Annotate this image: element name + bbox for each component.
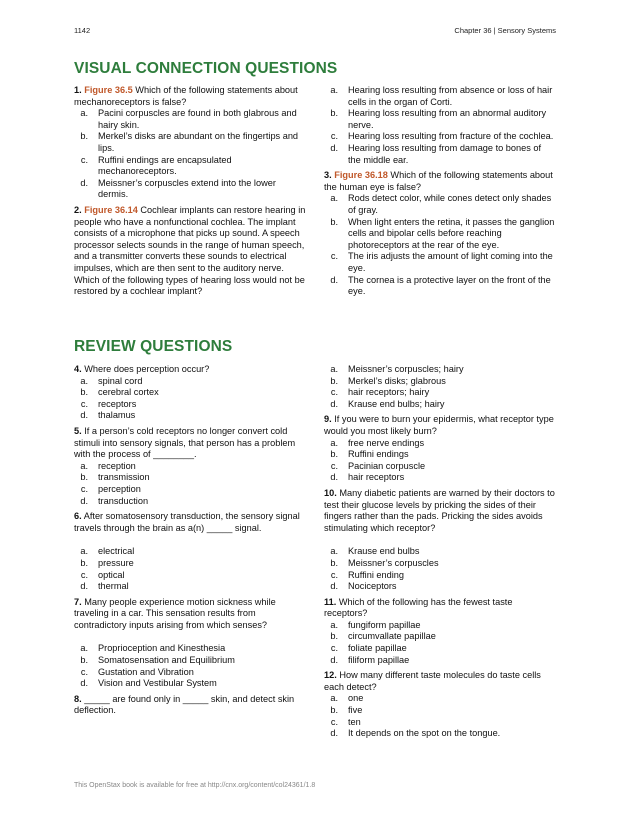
option-text: When light enters the retina, it passes the ganglion cells and bipolar cells before reaching photoreceptors at the rear of the eye. bbox=[348, 216, 555, 250]
answer-gap bbox=[74, 534, 306, 546]
option-text: Meissner’s corpuscles; hairy bbox=[348, 364, 464, 374]
answer-option bbox=[324, 131, 556, 143]
answer-option bbox=[324, 655, 556, 667]
question-number: 10. bbox=[324, 487, 337, 498]
question-text: Where does perception occur? bbox=[81, 364, 210, 374]
option-text: Vision and Vestibular System bbox=[98, 678, 217, 689]
option-letter: c. bbox=[80, 569, 88, 580]
option-list bbox=[324, 693, 556, 739]
option-letter: c. bbox=[80, 666, 88, 677]
option-list bbox=[324, 85, 556, 166]
question-text: _____ are found only in _____ skin, and detect skin deflection. bbox=[74, 693, 295, 716]
option-text: Krause end bulbs; hairy bbox=[348, 398, 445, 409]
option-letter: d. bbox=[330, 472, 338, 483]
option-letter: d. bbox=[80, 177, 88, 188]
question-text: Which of the following has the fewest taste receptors? bbox=[324, 596, 513, 619]
question-7 bbox=[74, 597, 306, 690]
answer-option bbox=[324, 570, 556, 582]
option-text: Ruffini endings bbox=[348, 449, 409, 460]
answer-option bbox=[324, 275, 556, 298]
answer-option bbox=[74, 376, 306, 388]
answer-option bbox=[324, 728, 556, 740]
option-letter: a. bbox=[330, 364, 338, 374]
option-text: Meissner’s corpuscles bbox=[348, 557, 439, 568]
option-letter: a. bbox=[80, 460, 88, 471]
answer-option bbox=[324, 364, 556, 376]
option-text: electrical bbox=[98, 546, 135, 557]
option-letter: c. bbox=[330, 387, 338, 398]
question-number: 5. bbox=[74, 425, 82, 436]
question-stem bbox=[74, 85, 306, 108]
option-letter: a. bbox=[330, 546, 338, 557]
option-letter: b. bbox=[80, 131, 88, 142]
option-letter: d. bbox=[330, 728, 338, 739]
option-text: The iris adjusts the amount of light coming into the eye. bbox=[348, 251, 553, 273]
option-text: Meissner’s corpuscles extend into the lower dermis. bbox=[98, 177, 276, 200]
option-letter: b. bbox=[80, 387, 88, 398]
answer-option bbox=[324, 217, 556, 252]
option-text: Ruffini endings are encapsulated mechanoreceptors. bbox=[98, 154, 232, 177]
question-number: 9. bbox=[324, 414, 332, 425]
option-text: ten bbox=[348, 716, 361, 727]
review-right-column bbox=[324, 364, 556, 744]
visual-connection-heading: VISUAL CONNECTION QUESTIONS bbox=[74, 60, 338, 77]
answer-option bbox=[74, 131, 306, 154]
question-6 bbox=[74, 511, 306, 593]
question-stem bbox=[74, 205, 306, 298]
question-9 bbox=[324, 414, 556, 484]
question-stem bbox=[74, 426, 306, 461]
option-text: Merkel’s disks; glabrous bbox=[348, 375, 446, 386]
option-text: reception bbox=[98, 460, 136, 471]
option-letter: d. bbox=[80, 495, 88, 506]
option-text: filiform papillae bbox=[348, 654, 410, 665]
answer-option bbox=[74, 461, 306, 473]
question-number: 3. bbox=[324, 170, 332, 181]
answer-option bbox=[74, 387, 306, 399]
question-number: 4. bbox=[74, 364, 82, 374]
option-letter: a. bbox=[330, 619, 338, 630]
answer-option bbox=[324, 193, 556, 216]
question-1 bbox=[74, 85, 306, 201]
question-number: 2. bbox=[74, 204, 82, 215]
option-letter: a. bbox=[80, 108, 88, 119]
option-letter: b. bbox=[330, 631, 338, 642]
option-letter: d. bbox=[330, 142, 338, 153]
option-text: Proprioception and Kinesthesia bbox=[98, 643, 226, 654]
option-text: thermal bbox=[98, 581, 129, 592]
option-letter: c. bbox=[330, 460, 338, 471]
option-letter: a. bbox=[80, 375, 88, 386]
answer-option bbox=[74, 108, 306, 131]
option-letter: b. bbox=[330, 108, 338, 119]
answer-option bbox=[324, 376, 556, 388]
visual-right-column bbox=[324, 85, 556, 302]
page-number: 1142 bbox=[74, 26, 91, 35]
question-text: After somatosensory transduction, the sensory signal travels through the brain as a(n) _____ signal. bbox=[74, 511, 300, 533]
option-text: Pacini corpuscles are found in both glabrous and hairy skin. bbox=[98, 108, 297, 130]
option-text: cerebral cortex bbox=[98, 387, 159, 398]
option-letter: a. bbox=[330, 437, 338, 448]
option-letter: c. bbox=[330, 251, 338, 262]
question-stem bbox=[324, 488, 556, 534]
option-letter: a. bbox=[80, 546, 88, 557]
option-letter: c. bbox=[330, 569, 338, 580]
option-text: circumvallate papillae bbox=[348, 631, 436, 642]
answer-option bbox=[324, 546, 556, 558]
option-list bbox=[324, 364, 556, 410]
option-text: Hearing loss resulting from an abnormal auditory nerve. bbox=[348, 108, 547, 130]
question-stem bbox=[324, 597, 556, 620]
answer-option bbox=[74, 472, 306, 484]
answer-option bbox=[324, 251, 556, 274]
option-letter: d. bbox=[330, 581, 338, 592]
option-text: Ruffini ending bbox=[348, 569, 405, 580]
question-number: 12. bbox=[324, 670, 337, 681]
chapter-header: Chapter 36 | Sensory Systems bbox=[454, 26, 556, 35]
question-text: Many people experience motion sickness while traveling in a car. This sensation results from contradictory inputs arising from which senses? bbox=[74, 596, 276, 630]
figure-link[interactable]: Figure 36.18 bbox=[334, 170, 388, 181]
option-letter: b. bbox=[80, 655, 88, 666]
question-text: Many diabetic patients are warned by their doctors to test their glucose levels by pricking the sides of their fingers rather than the pads. Pricking the sides avoids stimulating which receptor? bbox=[324, 487, 555, 533]
answer-option bbox=[74, 155, 306, 178]
option-letter: c. bbox=[80, 483, 88, 494]
option-letter: a. bbox=[80, 643, 88, 654]
option-letter: d. bbox=[80, 410, 88, 421]
answer-option bbox=[324, 472, 556, 484]
option-text: Gustation and Vibration bbox=[98, 666, 194, 677]
answer-option bbox=[324, 449, 556, 461]
question-number: 1. bbox=[74, 85, 82, 95]
question-stem bbox=[324, 414, 556, 437]
option-list bbox=[324, 438, 556, 484]
question-stem bbox=[324, 170, 556, 193]
answer-option bbox=[324, 717, 556, 729]
option-text: Nociceptors bbox=[348, 581, 397, 592]
option-text: five bbox=[348, 705, 363, 716]
option-letter: d. bbox=[80, 678, 88, 689]
option-letter: b. bbox=[80, 472, 88, 483]
answer-gap bbox=[74, 631, 306, 643]
option-text: thalamus bbox=[98, 410, 136, 421]
answer-option bbox=[324, 558, 556, 570]
question-text: How many different taste molecules do taste cells each detect? bbox=[324, 670, 541, 692]
question-number: 8. bbox=[74, 693, 82, 704]
question-number: 11. bbox=[324, 596, 337, 607]
option-text: pressure bbox=[98, 557, 134, 568]
option-text: Hearing loss resulting from damage to bones of the middle ear. bbox=[348, 142, 542, 165]
option-text: one bbox=[348, 693, 364, 704]
answer-option bbox=[74, 496, 306, 508]
option-list bbox=[324, 620, 556, 666]
option-letter: b. bbox=[330, 705, 338, 716]
question-2 bbox=[74, 205, 306, 298]
option-text: hair receptors bbox=[348, 472, 405, 483]
question-number: 6. bbox=[74, 511, 82, 522]
option-text: Merkel’s disks are abundant on the fingertips and lips. bbox=[98, 131, 299, 153]
answer-option bbox=[324, 108, 556, 131]
question-5 bbox=[74, 426, 306, 507]
option-letter: b. bbox=[80, 557, 88, 568]
question-text: Which of the following statements about the human eye is false? bbox=[324, 170, 553, 192]
question-2-options bbox=[324, 85, 556, 166]
option-list bbox=[74, 643, 306, 689]
question-3 bbox=[324, 170, 556, 298]
question-number: 7. bbox=[74, 596, 82, 607]
answer-gap bbox=[324, 534, 556, 546]
option-letter: d. bbox=[330, 274, 338, 285]
option-letter: a. bbox=[330, 193, 338, 204]
answer-option bbox=[324, 705, 556, 717]
question-stem bbox=[324, 670, 556, 693]
option-letter: b. bbox=[330, 375, 338, 386]
answer-option bbox=[74, 546, 306, 558]
question-stem bbox=[74, 511, 306, 534]
option-letter: c. bbox=[80, 154, 88, 165]
option-list bbox=[74, 546, 306, 592]
question-text: If you were to burn your epidermis, what receptor type would you most likely burn? bbox=[324, 414, 554, 436]
option-text: The cornea is a protective layer on the front of the eye. bbox=[348, 274, 551, 297]
answer-option bbox=[324, 693, 556, 705]
answer-option bbox=[324, 85, 556, 108]
answer-option bbox=[324, 399, 556, 411]
question-text: Which of the following statements about mechanoreceptors is false? bbox=[74, 85, 298, 107]
answer-option bbox=[74, 655, 306, 667]
option-letter: c. bbox=[330, 643, 338, 654]
option-text: Somatosensation and Equilibrium bbox=[98, 655, 235, 666]
answer-option bbox=[324, 438, 556, 450]
answer-option bbox=[324, 643, 556, 655]
question-text: If a person’s cold receptors no longer convert cold stimuli into sensory signals, that person has a problem with the process of ________. bbox=[74, 425, 296, 460]
answer-option bbox=[324, 461, 556, 473]
option-text: Hearing loss resulting from absence or loss of hair cells in the organ of Corti. bbox=[348, 85, 553, 107]
option-list bbox=[324, 193, 556, 297]
answer-option bbox=[324, 631, 556, 643]
option-list bbox=[74, 461, 306, 507]
answer-option bbox=[324, 143, 556, 166]
option-letter: b. bbox=[330, 557, 338, 568]
question-11 bbox=[324, 597, 556, 667]
answer-option bbox=[324, 620, 556, 632]
option-letter: d. bbox=[330, 654, 338, 665]
option-text: free nerve endings bbox=[348, 437, 425, 448]
option-letter: c. bbox=[330, 131, 338, 142]
answer-option bbox=[74, 667, 306, 679]
answer-option bbox=[74, 558, 306, 570]
answer-option bbox=[74, 678, 306, 690]
option-letter: d. bbox=[330, 398, 338, 409]
question-12 bbox=[324, 670, 556, 740]
figure-link[interactable]: Figure 36.5 bbox=[84, 85, 133, 95]
option-letter: c. bbox=[80, 398, 88, 409]
question-stem bbox=[74, 364, 306, 376]
answer-option bbox=[324, 387, 556, 399]
option-text: transduction bbox=[98, 495, 149, 506]
option-letter: c. bbox=[330, 716, 338, 727]
visual-left-column bbox=[74, 85, 306, 302]
option-text: optical bbox=[98, 569, 125, 580]
option-list bbox=[74, 376, 306, 422]
option-text: spinal cord bbox=[98, 375, 143, 386]
answer-option bbox=[74, 410, 306, 422]
option-text: perception bbox=[98, 483, 141, 494]
option-text: transmission bbox=[98, 472, 150, 483]
answer-option bbox=[74, 581, 306, 593]
question-4 bbox=[74, 364, 306, 422]
option-text: hair receptors; hairy bbox=[348, 387, 430, 398]
question-10 bbox=[324, 488, 556, 593]
review-heading: REVIEW QUESTIONS bbox=[74, 338, 233, 355]
option-text: Krause end bulbs bbox=[348, 546, 420, 557]
answer-option bbox=[74, 399, 306, 411]
question-text: Cochlear implants can restore hearing in people who have a nonfunctional cochlea. The implant consists of a microphone that picks up sound. A speech processor selects sounds in the range of human speech, and a transmitter converts these sounds to electrical impulses, which are then sent to the auditory nerve. Which of the following types of hearing loss would not be restored by a cochlear implant? bbox=[74, 204, 306, 297]
footer-note: This OpenStax book is available for free at http://cnx.org/content/col24361/1.8 bbox=[74, 782, 316, 789]
review-left-column bbox=[74, 364, 306, 721]
option-list bbox=[74, 108, 306, 201]
option-letter: b. bbox=[330, 216, 338, 227]
answer-option bbox=[74, 643, 306, 655]
option-letter: b. bbox=[330, 449, 338, 460]
question-stem bbox=[74, 694, 306, 717]
option-letter: d. bbox=[80, 581, 88, 592]
answer-option bbox=[74, 178, 306, 201]
answer-option bbox=[74, 570, 306, 582]
option-text: Rods detect color, while cones detect only shades of gray. bbox=[348, 193, 552, 215]
option-text: It depends on the spot on the tongue. bbox=[348, 728, 501, 739]
figure-link[interactable]: Figure 36.14 bbox=[84, 204, 138, 215]
answer-option bbox=[74, 484, 306, 496]
question-8 bbox=[74, 694, 306, 717]
option-letter: a. bbox=[330, 85, 338, 95]
option-text: Hearing loss resulting from fracture of the cochlea. bbox=[348, 131, 554, 142]
option-text: receptors bbox=[98, 398, 137, 409]
question-8-options bbox=[324, 364, 556, 410]
answer-option bbox=[324, 581, 556, 593]
question-stem bbox=[74, 597, 306, 632]
option-letter: a. bbox=[330, 693, 338, 704]
option-text: foliate papillae bbox=[348, 643, 407, 654]
option-text: fungiform papillae bbox=[348, 619, 421, 630]
option-list bbox=[324, 546, 556, 592]
option-text: Pacinian corpuscle bbox=[348, 460, 426, 471]
